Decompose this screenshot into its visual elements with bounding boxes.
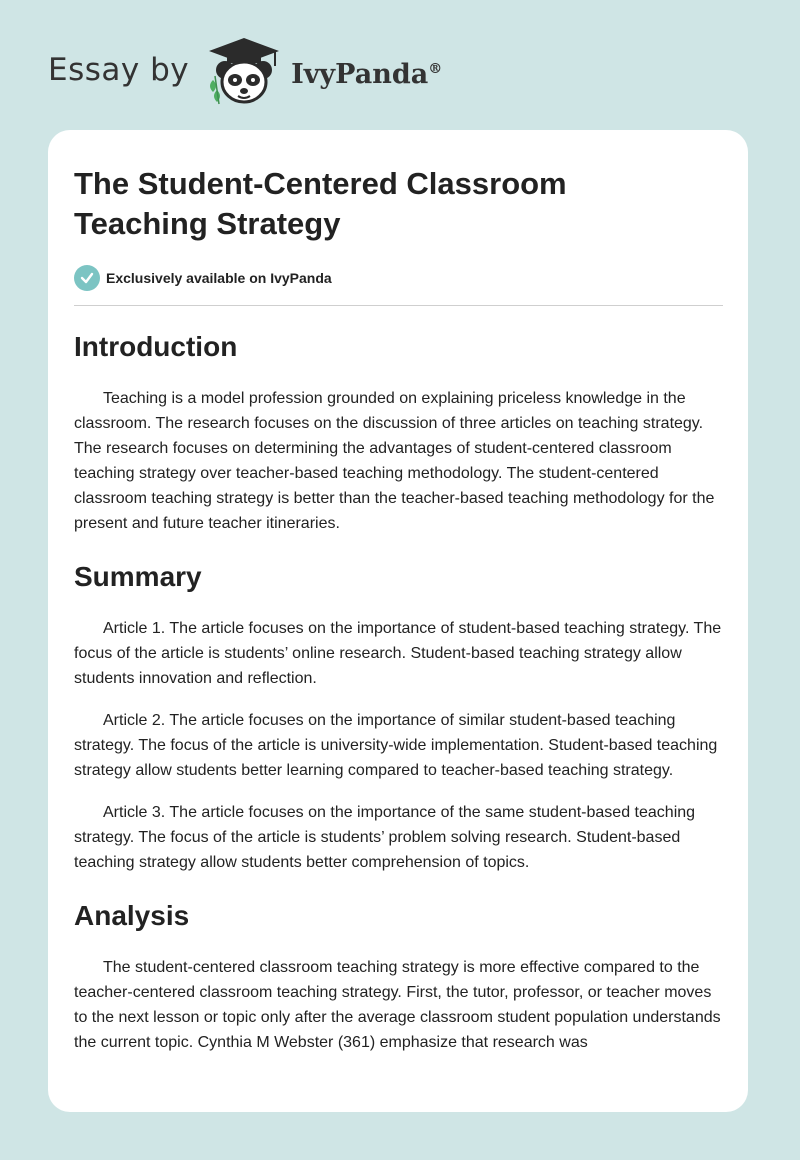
brand-name[interactable] bbox=[291, 59, 442, 90]
section-analysis bbox=[74, 899, 724, 1055]
check-icon bbox=[74, 265, 100, 291]
section-summary bbox=[74, 560, 724, 875]
site-header bbox=[48, 36, 488, 106]
essay-title: The Student-Centered Classroom Teaching Strategy bbox=[74, 166, 567, 241]
essay-by-label: Essay by bbox=[48, 52, 190, 88]
paragraph: Article 1. The article focuses on the importance of student-based teaching strategy. The focus of the article is students’ online research. Student-based teaching strategy allow students innovation and reflection. bbox=[74, 620, 722, 687]
paragraph: Article 2. The article focuses on the importance of similar student-based teaching strategy. The focus of the article is university-wide implementation. Student-based teaching strategy allow students better learning compared to teacher-based teaching strategy. bbox=[74, 712, 718, 779]
exclusive-badge bbox=[74, 264, 724, 292]
section-heading: Summary bbox=[74, 561, 202, 592]
paragraph: Teaching is a model profession grounded on explaining priceless knowledge in the classroom. The research focuses on the discussion of three articles on teaching strategy. The research focuses on determining the advantages of student-centered classroom teaching strategy over teacher-based teaching methodology. The student-centered classroom teaching strategy is better than the teacher-based teaching methodology for the present and future teacher itineraries. bbox=[74, 390, 715, 532]
title-divider bbox=[74, 305, 723, 306]
essay-content bbox=[74, 164, 724, 1055]
section-introduction bbox=[74, 330, 724, 536]
brand-label[interactable]: IvyPanda bbox=[291, 58, 429, 90]
exclusive-label: Exclusively available on IvyPanda bbox=[106, 270, 332, 286]
essay-card bbox=[48, 130, 748, 1112]
section-heading: Introduction bbox=[74, 331, 238, 362]
trademark: ® bbox=[428, 60, 443, 77]
paragraph: The student-centered classroom teaching strategy is more effective compared to the teacher-centered classroom teaching strategy. First, the tutor, professor, or teacher moves to the next lesson or topic only after the average classroom student population understands the current topic. Cynthia M Webster (361) emphasize that research was bbox=[74, 959, 721, 1051]
ivypanda-logo-icon[interactable] bbox=[205, 36, 283, 106]
paragraph: Article 3. The article focuses on the importance of the same student-based teaching strategy. The focus of the article is students’ problem solving research. Student-based teaching strategy allow students better comprehension of topics. bbox=[74, 804, 696, 871]
section-heading: Analysis bbox=[74, 900, 190, 931]
